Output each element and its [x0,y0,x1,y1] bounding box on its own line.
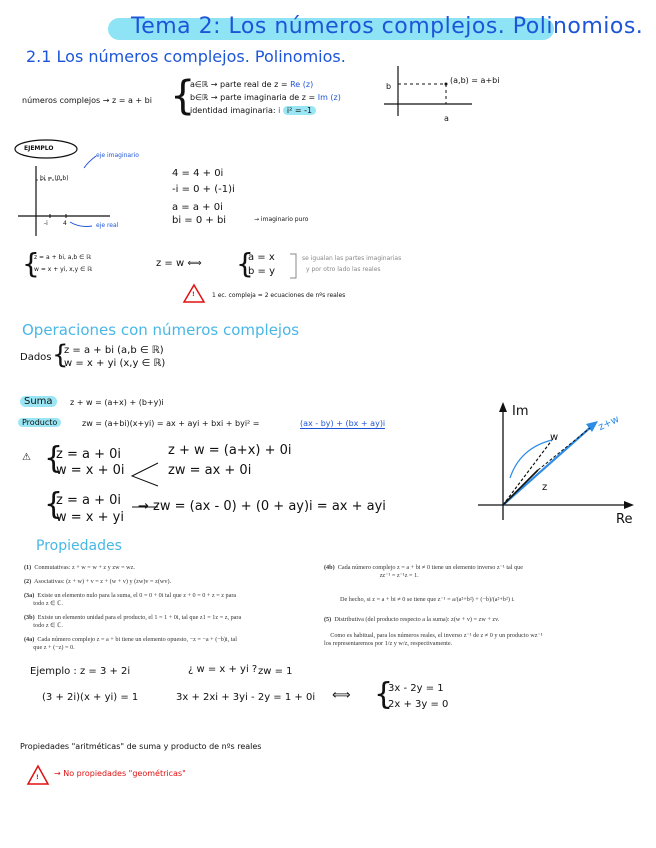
equality-sys1: z = a + bi, a,b ∈ ℝ [34,254,91,261]
operations-heading: Operaciones con números complejos [22,321,300,339]
prop-1: (1) Conmutativas: z + w = w + z y zw = wz. [24,564,135,571]
example-eq4: bi = 0 + bi [172,215,227,226]
prop-5: (5) Distributiva (del producto respecto a la suma): z(w + v) = zw + zv. [324,616,500,623]
suma-eq: z + w = (a+x) + (b+y)i [70,398,164,407]
plane-point-label: (a,b) = a+bi [450,76,500,85]
def-line1-text: a∈ℝ → parte real de z = [190,80,288,89]
real-axis-label: eje real [96,222,119,229]
producto-result: (ax - by) + (bx + ay)i [300,419,386,428]
suma-label: Suma [20,396,57,407]
prop-2: (2) Asociativas: (z + w) + v = z + (w + v) y (zw)v = z(wv). [24,578,172,585]
example3-arrow: ⟺ [332,688,351,703]
example-eq4-note: → imaginario puro [254,216,309,223]
four-label: 4 [63,220,67,227]
example-badge: EJEMPLO [24,145,54,152]
example3-eq: (3 + 2i)(x + yi) = 1 [42,692,139,703]
example3-brace: { [374,677,394,712]
z-vector-label: z [542,482,548,493]
neg-i-label: -i [44,220,48,227]
plane-a-label: a [444,114,449,123]
properties-heading: Propiedades [36,538,122,554]
example3-s2: 2x + 3y = 0 [388,699,449,710]
def-line2-text: b∈ℝ → parte imaginaria de z = [190,93,316,102]
warning-mark: ! [192,291,195,298]
example3-s1: 3x - 2y = 1 [388,683,444,694]
brace: { [170,73,196,119]
equality-brace: { [22,247,40,280]
closing-line2: → No propiedades "geométricas" [54,769,186,778]
example2-w1: w = x + 0i [56,463,125,478]
def-line3-hl: i² = -1 [283,106,316,115]
example-eq3: a = a + 0i [172,202,223,213]
example2-brace2: { [44,487,64,522]
prop-4b: (4b) Cada número complejo z = a + bi ≠ 0 tiene un elemento inverso z⁻¹ tal que zz⁻¹ = z⁻¹z = 1. [324,564,524,579]
equality-brace2: { [236,247,254,280]
equality-lhs: z = w ⟺ [156,258,202,269]
equality-note1: se igualan las partes imaginarias [302,255,402,262]
zw-vector-label: z+w [596,413,622,434]
example3-question: ¿ w = x + yi ? [188,664,258,675]
definition-lead: números complejos → z = a + bi [22,96,152,105]
example2-z2: z = a + 0i [56,493,121,508]
page-title: Tema 2: Los números complejos. Polinomios. [131,14,644,39]
dados-w: w = x + yi (x,y ∈ ℝ) [64,358,166,369]
def-line1-hl: Re (z) [290,80,314,89]
prop-3b: (3b) Existe un elemento unidad para el producto, el 1 = 1 + 0i, tal que z1 = 1z = z, para todo z ∈ ℂ. [24,614,242,629]
example3-label: Ejemplo : z = 3 + 2i [30,666,131,677]
prop-3a: (3a) Existe un elemento nulo para la suma, el 0 = 0 + 0i tal que z + 0 = 0 + z = z para todo z ∈ ℂ. [24,592,237,607]
im-axis-label: Im [512,404,529,419]
example2-brace: { [44,441,64,476]
section-heading: 2.1 Los números complejos. Polinomios. [26,47,346,66]
plane-b-label: b [386,82,392,91]
closing-warning-mark: ! [36,774,39,781]
example-eq1: 4 = 4 + 0i [172,168,224,179]
def-line3-text: identidad imaginaria: [190,106,276,115]
def-line2-hl: Im (z) [317,93,341,102]
producto-eq: zw = (a+bi)(x+yi) = ax + ayi + bxi + byi² = [82,419,260,428]
w-vector-label: w [550,432,559,443]
point-label: bi = (0,b) [40,175,69,182]
def-line3-i: i [278,106,281,115]
example-eq2: -i = 0 + (-1)i [172,184,235,195]
prop-4b-detail: De hecho, si z = a + bi ≠ 0 se tiene que z⁻¹ = a/(a²+b²) + (−b)/(a²+b²) i. [340,596,515,603]
equality-warning: 1 ec. compleja = 2 ecuaciones de nºs reales [212,292,346,299]
example3-cond: zw = 1 [258,666,293,677]
prop-note: Como es habitual, para los números reales, el inverso z⁻¹ de z ≠ 0 y un producto wz⁻¹ los representaremos por 1/z y w/z, respectivamente. [324,632,543,647]
example2-prod2: → zw = (ax - 0) + (0 + ay)i = ax + ayi [138,499,386,514]
dados-label: Dados [20,352,52,363]
re-axis-label: Re [616,512,633,527]
example2-sum: z + w = (a+x) + 0i [168,443,292,458]
example2-w2: w = x + yi [56,510,124,525]
equality-r2: b = y [248,266,276,277]
imag-axis-label: eje imaginario [96,152,139,159]
prop-4a: (4a) Cada número complejo z = a + bi tiene un elemento opuesto, −z = −a + (−b)i, tal que z + (−z) = 0. [24,636,237,651]
closing-line1: Propiedades "aritméticas" de suma y producto de nºs reales [20,742,262,751]
example2-prod: zw = ax + 0i [168,463,252,478]
producto-label: Producto [18,418,61,427]
example3-expanded: 3x + 2xi + 3yi - 2y = 1 + 0i [176,692,316,703]
example2-z1: z = a + 0i [56,447,121,462]
example2-marker: ⚠ [22,452,31,463]
dados-z: z = a + bi (a,b ∈ ℝ) [64,345,164,356]
equality-r1: a = x [248,252,275,263]
equality-sys2: w = x + yi, x,y ∈ ℝ [34,266,92,273]
equality-note2: y por otro lado las reales [306,266,381,273]
dados-brace: { [52,340,69,370]
